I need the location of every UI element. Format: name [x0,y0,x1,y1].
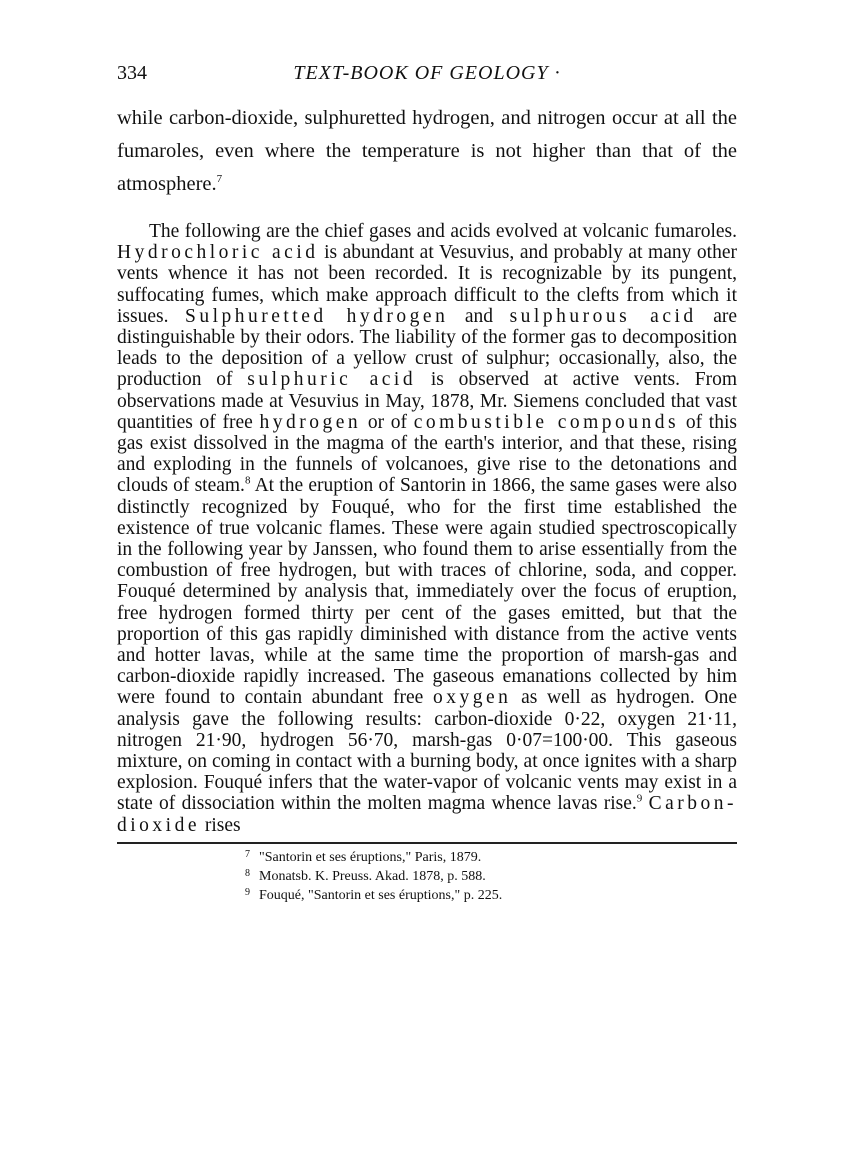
text-run: of this gas exist dissolved in the magma of the earth's interior, and that these, rising and exploding in the funnels of volcanoes, give rise to the detonations and clouds of steam. [117,411,737,497]
spaced-term-combustible-compounds: combustible compounds [413,411,680,433]
footnote-mark: 8 [245,867,250,879]
spaced-term-oxygen: oxygen [432,687,512,709]
footnote-mark: 7 [245,848,250,860]
spaced-term-sulphurous-acid: sulphurous acid [509,305,697,327]
footnote-7 [245,848,737,867]
continued-paragraph [117,102,737,201]
text-run: as well as hydrogen. One analysis gave the following results: carbon-dioxide 0·22, oxygen 21·11, nitrogen 21·90, hydrogen 56·70, marsh-gas 0·07=100·00. This gaseous mixture, on coming in contact with a burning body, at once ignites with a sharp explosion. Fouqué infers that the water-vapor of volcanic vents may exist in a state of dissociation within the molten magma whence lavas rise. [117,687,738,815]
book-page [117,58,737,905]
footnote-reference-8: 8 [244,474,251,487]
footnote-reference-7: 7 [216,173,223,186]
text-run: rises [200,814,241,836]
text-run: At the eruption of Santorin in 1866, the same gases were also distinctly recognized by Fouqué, who for the first time established the existence of true volcanic flames. These were again studied spectroscopically in the following year by Janssen, who found them to arise essentially from the combustion of free hydrogen, but with traces of chlorine, soda, and copper. Fouqué determined by analysis that, immediately over the focus of eruption, free hydrogen formed thirty per cent of the gases emitted, but that the proportion of this gas rapidly diminished with distance from the active vents and hotter lavas, while at the same time the proportion of marsh-gas and carbon-dioxide rapidly increased. The gaseous emanations collected by him were found to contain abundant free [117,475,737,709]
text-run: The following are the chief gases and acids evolved at volcanic fumaroles. [149,221,737,242]
footnotes [117,848,737,905]
page-number: 334 [117,62,147,84]
running-title: TEXT-BOOK OF GEOLOGY · [293,62,561,84]
text-run: and [448,305,510,327]
footnote-text: "Santorin et ses éruptions," Paris, 1879. [259,849,482,865]
spaced-term-carbon-dioxide: Carbon-dioxide [117,793,737,836]
text-run: or of [361,411,414,433]
running-head [117,58,737,88]
footnote-reference-9: 9 [636,792,643,805]
footnote-text: Fouqué, "Santorin et ses éruptions," p. 225. [259,887,503,903]
continued-paragraph-text: while carbon-dioxide, sulphuretted hydrogen, and nitrogen occur at all the fumaroles, even where the temperature is not higher than that of the atmosphere. [117,107,737,195]
spaced-term-sulphuric-acid: sulphuric acid [247,369,417,391]
spaced-term-hydrogen: hydrogen [259,411,362,433]
text-run: is observed at active vents. From observations made at Vesuvius in May, 1878, Mr. Siemens concluded that vast quantities of free [117,369,737,433]
spaced-term-sulphuretted-hydrogen: Sulphuretted hydrogen [185,305,449,327]
footnote-8 [245,867,737,886]
text-run: is abundant at Vesuvius, and probably at many other vents whence it has not been recorded. It is recognizable by its pungent, suffocating fumes, which make approach difficult to the clefts from which it issues. [117,242,737,327]
footnote-text: Monatsb. K. Preuss. Akad. 1878, p. 588. [259,868,486,884]
text-run: are distinguishable by their odors. The liability of the former gas to decomposition leads to the deposition of a yellow crust of sulphur; occasionally, also, the production of [117,305,738,391]
spaced-term-hydrochloric-acid: Hydrochloric acid [117,242,319,264]
footnote-mark: 9 [245,886,250,898]
gases-paragraph [117,221,737,836]
footnote-9 [245,886,737,905]
footnote-divider [117,842,737,844]
